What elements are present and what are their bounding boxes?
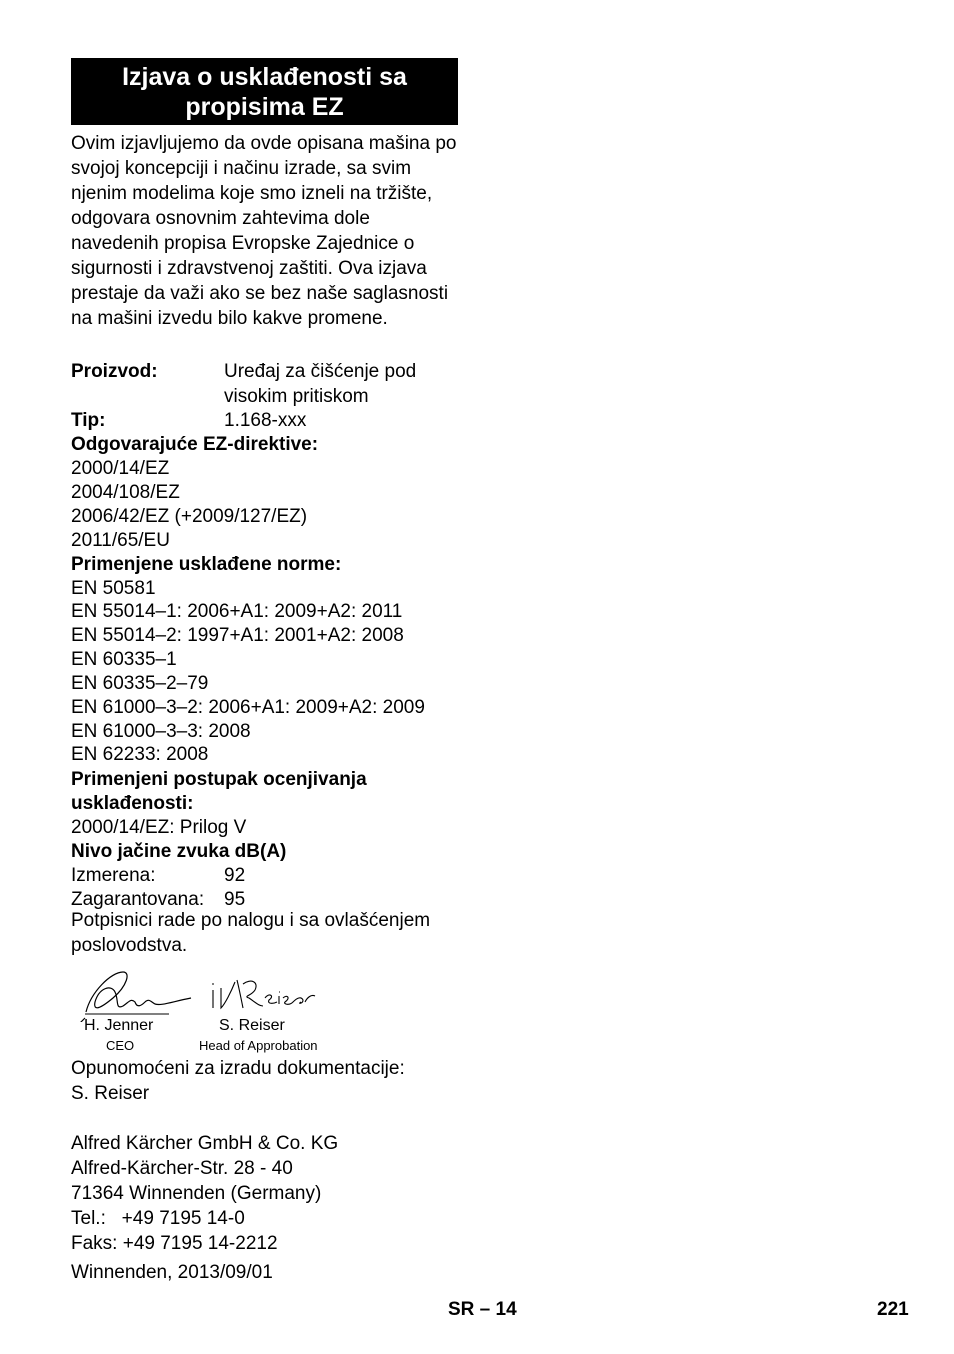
authorized-label: Opunomoćeni za izradu dokumentacije: — [71, 1058, 405, 1079]
signature-role-jenner: CEO — [106, 1038, 135, 1053]
company-city: 71364 Winnenden (Germany) — [71, 1183, 322, 1204]
company-street: Alfred-Kärcher-Str. 28 - 40 — [71, 1158, 293, 1179]
sound-heading: Nivo jačine zvuka dB(A) — [71, 841, 287, 862]
sound-guaranteed-value: 95 — [224, 889, 246, 910]
company-tel: Tel.: +49 7195 14-0 — [71, 1208, 245, 1229]
directive-item: 2004/108/EZ — [71, 482, 180, 503]
type-value: 1.168-xxx — [224, 410, 307, 431]
norm-item: EN 62233: 2008 — [71, 744, 209, 765]
page-title-text: Izjava o usklađenosti sa propisima EZ — [122, 62, 407, 121]
signature-reiser-graphic — [71, 962, 371, 1022]
directives-heading: Odgovarajuće EZ-direktive: — [71, 434, 319, 455]
product-value-line1: Uređaj za čišćenje pod — [224, 361, 417, 382]
signature-name-jenner: H. Jenner — [84, 1017, 154, 1034]
signature-name-reiser: S. Reiser — [219, 1017, 285, 1034]
norm-item: EN 61000–3–2: 2006+A1: 2009+A2: 2009 — [71, 697, 425, 718]
norm-item: EN 60335–1 — [71, 649, 177, 670]
signature-role-reiser: Head of Approbation — [199, 1038, 318, 1053]
intro-paragraph: Ovim izjavljujemo da ovde opisana mašina po svojoj koncepciji i načinu izrade, sa svim njenim modelima koje smo izneli na tržište, odgovara osnovnim zahtevima dole navedenih propisa Evropske Zajednice o sigurnosti i zdravstvenoj zaštiti. Ova izjava prestaje da važi ako se bez naše saglasnosti na mašini izvedu bilo kakve promene. — [71, 133, 457, 329]
signature-block — [71, 962, 371, 1057]
conformity-value: 2000/14/EZ: Prilog V — [71, 817, 247, 838]
company-name: Alfred Kärcher GmbH & Co. KG — [71, 1133, 339, 1154]
norm-item: EN 61000–3–3: 2008 — [71, 721, 251, 742]
product-label: Proizvod: — [71, 361, 158, 382]
directive-item: 2000/14/EZ — [71, 458, 170, 479]
conformity-heading-line1: Primenjeni postupak ocenjivanja — [71, 769, 367, 790]
conformity-heading-line2: usklađenosti: — [71, 793, 194, 814]
sound-measured-label: Izmerena: — [71, 865, 156, 886]
signatories-note: Potpisnici rade po nalogu i sa ovlašćenjem poslovodstva. — [71, 910, 431, 956]
directive-item: 2006/42/EZ (+2009/127/EZ) — [71, 506, 308, 527]
place-date: Winnenden, 2013/09/01 — [71, 1262, 273, 1283]
sound-measured-value: 92 — [224, 865, 246, 886]
company-fax: Faks: +49 7195 14-2212 — [71, 1233, 278, 1254]
type-label: Tip: — [71, 410, 106, 431]
norm-item: EN 60335–2–79 — [71, 673, 209, 694]
product-value-line2: visokim pritiskom — [224, 386, 369, 407]
directive-item: 2011/65/EU — [71, 530, 170, 551]
page-title — [71, 58, 458, 125]
norms-heading: Primenjene usklađene norme: — [71, 554, 342, 575]
authorized-name: S. Reiser — [71, 1083, 150, 1104]
norm-item: EN 50581 — [71, 578, 156, 599]
norm-item: EN 55014–2: 1997+A1: 2001+A2: 2008 — [71, 625, 404, 646]
norm-item: EN 55014–1: 2006+A1: 2009+A2: 2011 — [71, 601, 403, 622]
footer-section: SR – 14 — [448, 1299, 517, 1320]
sound-guaranteed-label: Zagarantovana: — [71, 889, 205, 910]
footer-page-number: 221 — [877, 1299, 909, 1320]
